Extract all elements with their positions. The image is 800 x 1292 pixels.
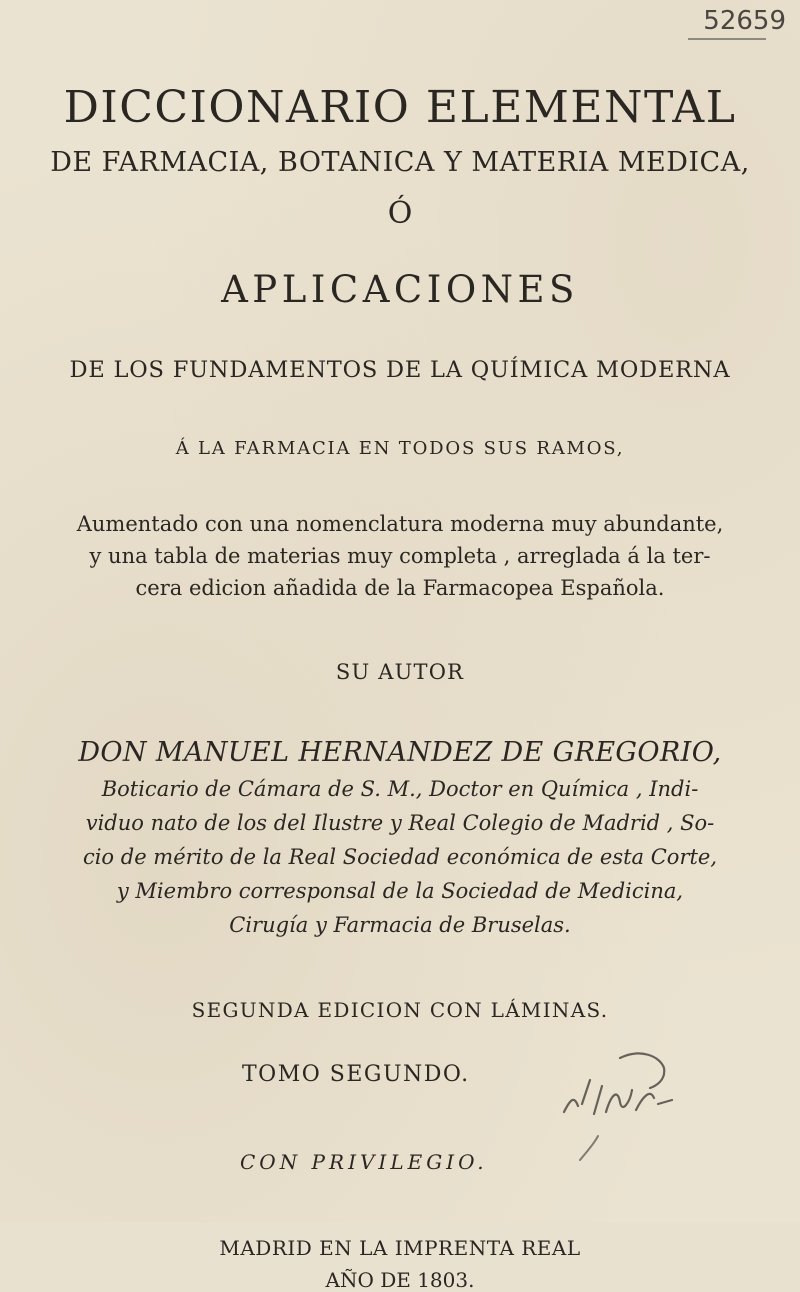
handwritten-signature — [560, 1040, 700, 1170]
author-label: SU AUTOR — [335, 660, 465, 684]
description-line-1: Aumentado con una nomenclatura moderna muy abundante, — [76, 512, 724, 536]
privilege-statement: CON PRIVILEGIO. — [240, 1150, 488, 1174]
author-credential-3: cio de mérito de la Real Sociedad económica de esta Corte, — [82, 845, 718, 869]
author-credential-1: Boticario de Cámara de S. M., Doctor en Química , Indi- — [101, 777, 699, 801]
author-name: DON MANUEL HERNANDEZ DE GREGORIO, — [78, 737, 722, 768]
title-alternative: APLICACIONES — [221, 268, 579, 311]
shelfmark-underline — [688, 38, 766, 40]
imprint-place: MADRID EN LA IMPRENTA REAL — [219, 1236, 581, 1260]
title-subline-1: DE LOS FUNDAMENTOS DE LA QUÍMICA MODERNA — [69, 357, 731, 383]
title-conjunction: Ó — [387, 196, 413, 231]
author-credential-2: viduo nato de los del Ilustre y Real Colegio de Madrid , So- — [85, 811, 715, 835]
description-line-2: y una tabla de materias muy completa , arreglada á la ter- — [89, 544, 711, 568]
book-title: DICCIONARIO ELEMENTAL — [63, 82, 737, 133]
book-subtitle: DE FARMACIA, BOTANICA Y MATERIA MEDICA, — [50, 147, 750, 178]
description-line-3: cera edicion añadida de la Farmacopea Española. — [135, 576, 665, 600]
volume-statement: TOMO SEGUNDO. — [242, 1062, 470, 1087]
imprint-year: AÑO DE 1803. — [325, 1268, 475, 1292]
author-credential-4: y Miembro corresponsal de la Sociedad de Medicina, — [116, 879, 684, 903]
title-subline-2: Á LA FARMACIA EN TODOS SUS RAMOS, — [175, 438, 625, 459]
edition-statement: SEGUNDA EDICION CON LÁMINAS. — [191, 998, 609, 1022]
shelfmark-annotation: 52659 — [703, 6, 786, 36]
author-credential-5: Cirugía y Farmacia de Bruselas. — [229, 913, 571, 937]
